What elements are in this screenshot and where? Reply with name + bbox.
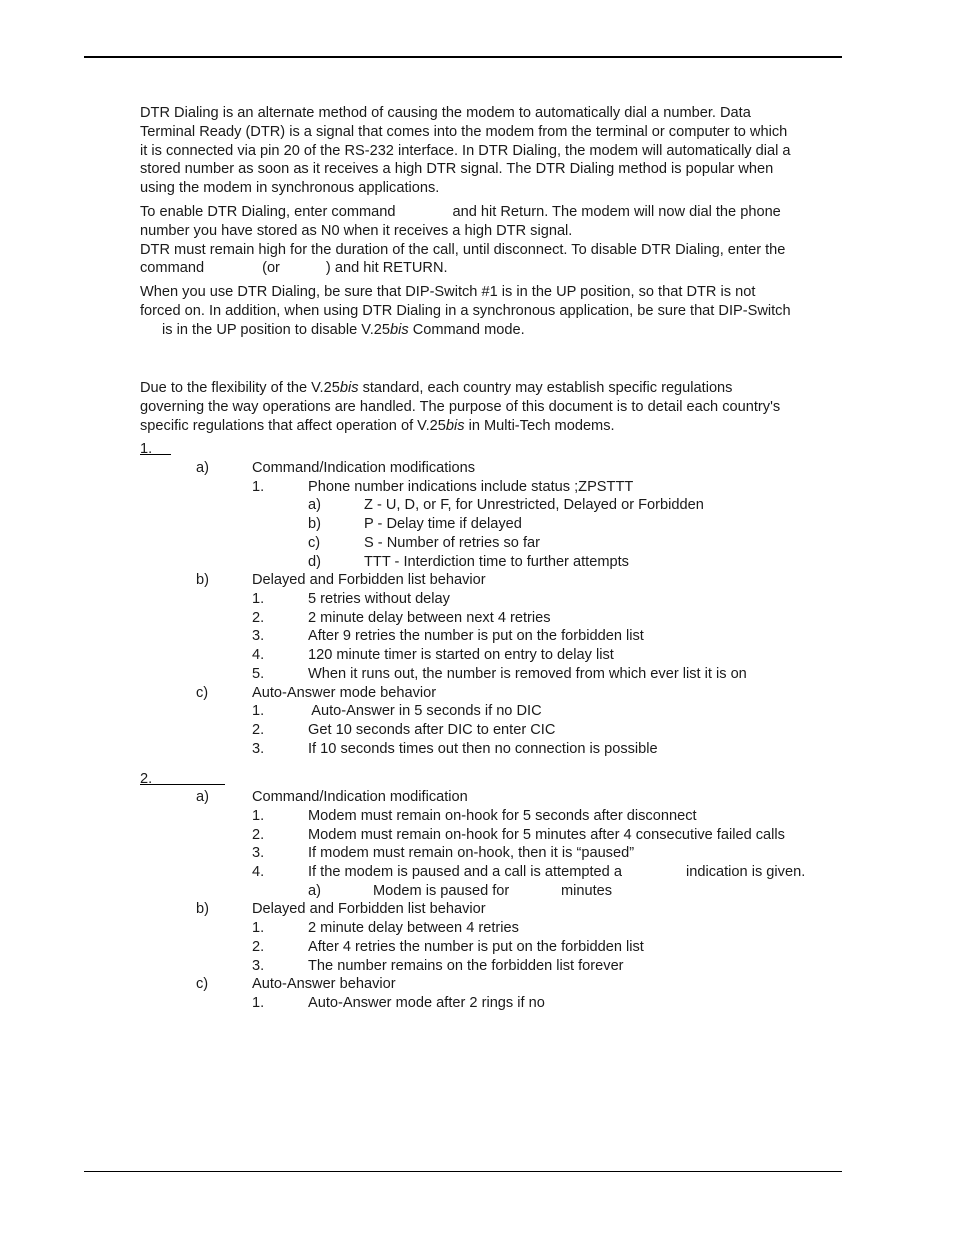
text-line	[140, 259, 840, 278]
list-item	[0, 627, 954, 646]
list-item	[0, 938, 954, 957]
country-name-blank	[140, 440, 171, 455]
list-item	[0, 515, 954, 534]
text-fragment: is in the UP position to disable V.25	[162, 321, 390, 338]
list-item	[0, 702, 954, 721]
list-marker: 4.	[252, 864, 265, 880]
list-marker: a)	[196, 460, 209, 476]
list-item	[0, 919, 954, 938]
list-text: minutes	[561, 883, 613, 899]
list-text: When it runs out, the number is removed from which ever list it is on	[308, 666, 747, 682]
list-text: After 4 retries the number is put on the forbidden list	[308, 939, 644, 955]
text-fragment: (or	[262, 260, 280, 277]
text-line	[140, 203, 840, 222]
list-marker: d)	[308, 554, 321, 570]
list-text: Auto-Answer in 5 seconds if no DIC	[308, 703, 542, 719]
list-marker: 1.	[252, 920, 265, 936]
text-line: stored number as soon as it receives a high DTR signal. The DTR Dialing method is popular when	[140, 161, 774, 178]
text-fragment: command	[140, 260, 205, 277]
list-number-text: 1.	[140, 441, 153, 457]
dtr-intro-paragraph	[140, 104, 840, 198]
list-text: If the modem is paused and a call is attempted a	[308, 864, 622, 880]
footer-rule	[84, 1171, 842, 1172]
list-marker: b)	[196, 572, 209, 588]
list-text: 5 retries without delay	[308, 591, 450, 607]
list-item	[0, 440, 954, 459]
list-marker: a)	[308, 883, 321, 899]
list-text: Modem must remain on-hook for 5 seconds after disconnect	[308, 808, 697, 824]
list-marker: 4.	[252, 647, 265, 663]
italic-bis: bis	[389, 321, 409, 338]
list-text: Modem must remain on-hook for 5 minutes after 4 consecutive failed calls	[308, 827, 785, 843]
list-marker: 1.	[252, 703, 265, 719]
list-text: Command/Indication modification	[252, 789, 468, 805]
list-text: Modem is paused for	[373, 883, 510, 899]
v25bis-intro-paragraph	[140, 379, 840, 435]
list-text: If modem must remain on-hook, then it is “paused”	[308, 845, 635, 861]
text-line	[140, 417, 840, 436]
header-rule	[84, 56, 842, 58]
list-text: 120 minute timer is started on entry to delay list	[308, 647, 614, 663]
dtr-dip-switch-paragraph	[140, 283, 840, 339]
list-number-text: 2.	[140, 771, 153, 787]
list-marker: c)	[308, 535, 321, 551]
list-text: Z - U, D, or F, for Unrestricted, Delayed or Forbidden	[364, 497, 704, 513]
list-item	[0, 459, 954, 478]
list-text: Auto-Answer mode behavior	[252, 685, 437, 701]
list-marker: 1.	[252, 591, 265, 607]
text-fragment: To enable DTR Dialing, enter command	[140, 204, 396, 220]
text-line: forced on. In addition, when using DTR Dialing in a synchronous application, be sure that DIP-Switch	[140, 302, 791, 319]
list-marker: 3.	[252, 958, 265, 974]
list-text: 2 minute delay between 4 retries	[308, 920, 519, 936]
list-text: After 9 retries the number is put on the forbidden list	[308, 628, 644, 644]
list-text: Delayed and Forbidden list behavior	[252, 572, 486, 588]
list-marker: a)	[308, 497, 321, 513]
list-item	[0, 882, 954, 901]
list-item	[0, 496, 954, 515]
list-marker: 1.	[252, 479, 265, 495]
text-fragment: standard, each country may establish specific regulations	[358, 380, 733, 396]
text-fragment: Due to the flexibility of the V.25	[140, 380, 340, 396]
list-marker: c)	[196, 685, 209, 701]
list-text: 2 minute delay between next 4 retries	[308, 610, 551, 626]
list-item	[0, 740, 954, 759]
list-marker: 3.	[252, 741, 265, 757]
text-line: DTR Dialing is an alternate method of causing the modem to automatically dial a number. Data	[140, 105, 751, 121]
list-item	[0, 807, 954, 826]
list-text: TTT - Interdiction time to further attempts	[364, 554, 629, 570]
list-text: Auto-Answer behavior	[252, 976, 396, 992]
list-marker: 1.	[252, 808, 265, 824]
text-fragment: Command mode.	[408, 321, 525, 338]
list-text: Command/Indication modifications	[252, 460, 476, 476]
list-text: Phone number indications include status ;ZPSTTT	[308, 479, 634, 495]
list-item	[0, 900, 954, 919]
list-text: Delayed and Forbidden list behavior	[252, 901, 486, 917]
list-marker: a)	[196, 789, 209, 805]
list-item	[0, 770, 954, 789]
text-fragment: ) and hit RETURN.	[325, 260, 448, 277]
list-item	[0, 646, 954, 665]
list-text: If 10 seconds times out then no connection is possible	[308, 741, 658, 757]
list-marker: 1.	[252, 995, 265, 1011]
list-item	[0, 553, 954, 572]
text-line	[140, 321, 840, 340]
text-line: number you have stored as N0 when it receives a high DTR signal.	[140, 222, 573, 239]
italic-bis: bis	[445, 417, 465, 434]
list-item	[0, 863, 954, 882]
list-item	[0, 684, 954, 703]
text-line: governing the way operations are handled. The purpose of this document is to detail each country's	[140, 398, 781, 415]
list-text: Get 10 seconds after DIC to enter CIC	[308, 722, 556, 738]
list-item	[0, 590, 954, 609]
list-text: S - Number of retries so far	[364, 535, 540, 551]
list-marker: 3.	[252, 845, 265, 861]
text-fragment: in Multi-Tech modems.	[464, 417, 615, 434]
text-line	[140, 379, 840, 398]
dtr-enable-paragraph	[140, 203, 840, 278]
list-marker: 2.	[252, 939, 265, 955]
list-item	[0, 994, 954, 1013]
list-text: P - Delay time if delayed	[364, 516, 522, 532]
italic-bis: bis	[339, 380, 359, 396]
list-marker: b)	[308, 516, 321, 532]
list-marker: b)	[196, 901, 209, 917]
list-item	[0, 788, 954, 807]
text-line: DTR must remain high for the duration of the call, until disconnect. To disable DTR Dialing, enter the	[140, 241, 786, 258]
list-item	[0, 665, 954, 684]
list-marker: 2.	[252, 722, 265, 738]
list-item	[0, 975, 954, 994]
text-fragment: specific regulations that affect operation of V.25	[140, 417, 446, 434]
list-marker: 2.	[252, 610, 265, 626]
list-item	[0, 844, 954, 863]
list-marker: 2.	[252, 827, 265, 843]
list-item	[0, 826, 954, 845]
list-marker: 3.	[252, 628, 265, 644]
text-line: Terminal Ready (DTR) is a signal that comes into the modem from the terminal or computer to which	[140, 123, 788, 140]
list-item	[0, 534, 954, 553]
list-text: indication is given.	[686, 864, 806, 880]
list-item	[0, 609, 954, 628]
list-item	[0, 478, 954, 497]
text-line: When you use DTR Dialing, be sure that DIP-Switch #1 is in the UP position, so that DTR is not	[140, 284, 756, 300]
list-marker: c)	[196, 976, 209, 992]
text-line: using the modem in synchronous applications.	[140, 180, 440, 197]
text-line: it is connected via pin 20 of the RS-232 interface. In DTR Dialing, the modem will automatically dial a	[140, 142, 791, 159]
country-name-blank	[140, 770, 225, 785]
list-text: Auto-Answer mode after 2 rings if no	[308, 995, 545, 1011]
list-item	[0, 721, 954, 740]
list-text: The number remains on the forbidden list forever	[308, 958, 624, 974]
list-item	[0, 957, 954, 976]
list-marker: 5.	[252, 666, 265, 682]
list-item	[0, 571, 954, 590]
text-fragment: and hit Return. The modem will now dial the phone	[452, 204, 781, 220]
